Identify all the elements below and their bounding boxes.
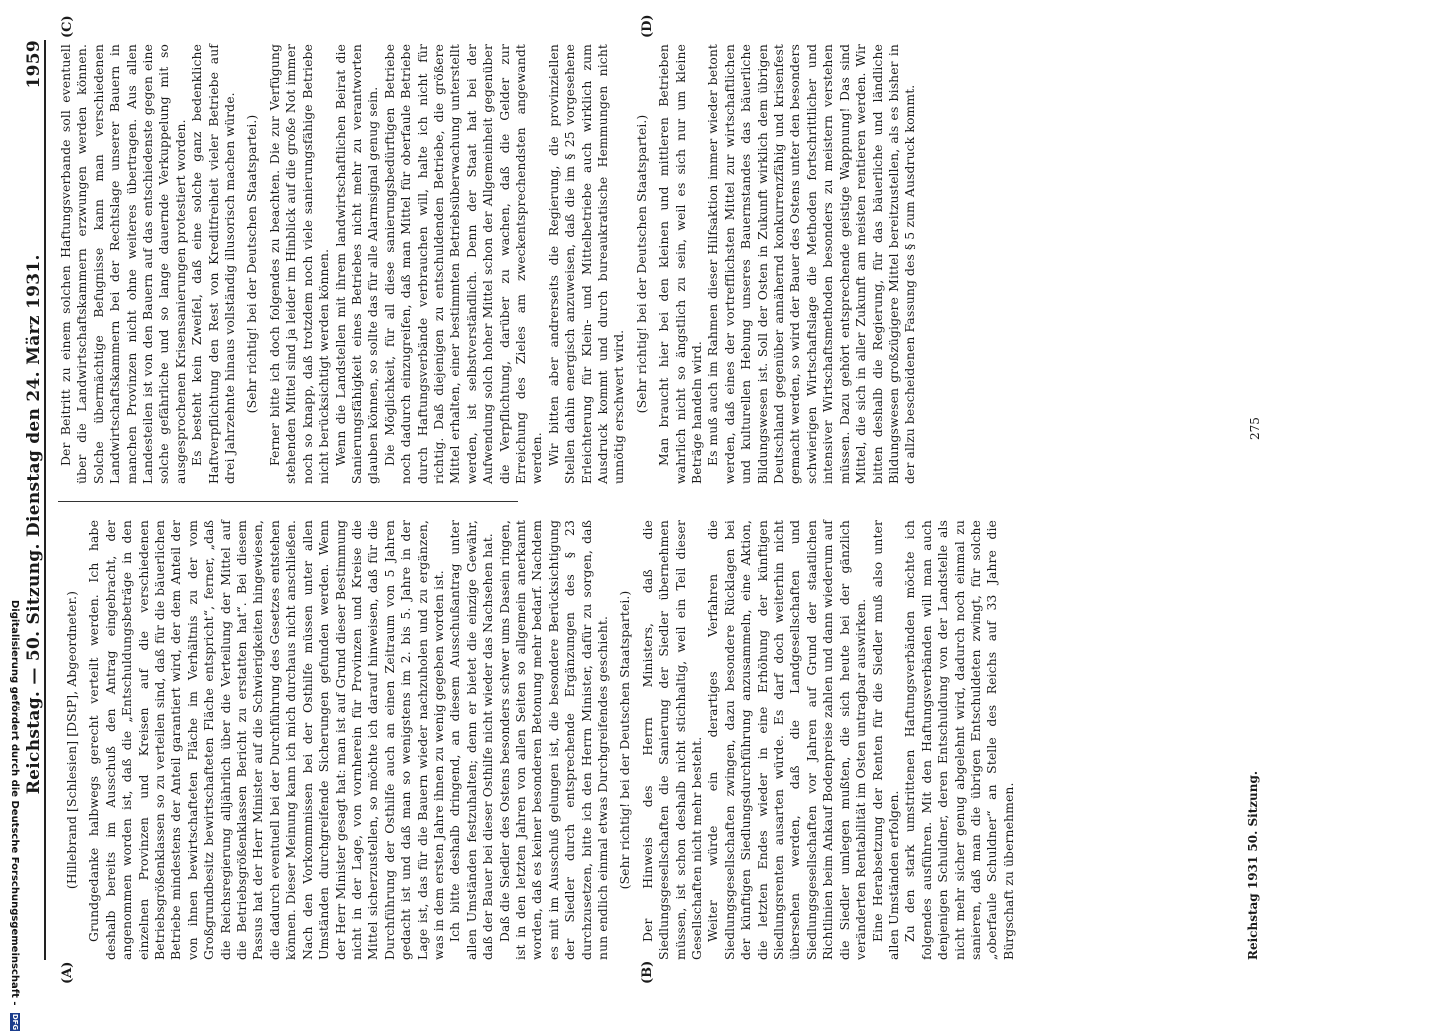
paragraph: Eine Herabsetzung der Renten für die Siedler muß also unter allen Umständen erfolgen. (869, 520, 901, 960)
paragraph: Ich bitte deshalb dringend, an diesem Ausschußantrag unter allen Umständen festzuhalten; denn er bietet die einzige Gewähr, daß der Bauer bei dieser Osthilfe nicht wieder das Nachsehen hat. (447, 520, 496, 960)
paragraph: Der Beitritt zu einem solchen Haftungsverbande soll eventuell über die Landwirtschaftskammern erzwungen werden können. Solche übermächtige Befugnisse kann man verschiedenen Landwirtschaftskammern bei der Rechtslage unserer Bauern in manchen Provinzen nicht ohne weiteres übertragen. Aus allen Landesteilen ist von den Bauern auf das entschiedenste gegen eine solche gefährliche und so lange dauernde Verkuppelung mit so ausgesprochenen Krisensanierungen protestiert worden. (58, 44, 188, 484)
digitization-credit (4, 600, 20, 1031)
margin-marker-c: (C) (60, 15, 75, 38)
paragraph: Daß die Siedler des Ostens besonders schwer ums Dasein ringen, ist in den letzten Jahren von allen Seiten so allgemein anerkannt worden, daß es keiner besonderen Betonung mehr bedarf. Nachdem es mit im Ausschuß gelungen ist, die besondere Berücksichtigung der Siedler durch entsprechende Ergänzungen des § 23 durchzusetzen, bitte ich den Herrn Minister, dafür zu sorgen, daß nun endlich einmal etwas Durchgreifendes geschieht. (496, 520, 610, 960)
paragraph: Man braucht hier bei den kleinen und mittleren Betrieben wahrlich nicht so ängstlich zu sein, weil es sich nur um kleine Beträge handeln wird. (656, 44, 705, 484)
margin-marker-d: (D) (640, 14, 655, 38)
paragraph: Es besteht kein Zweifel, daß eine solche ganz bedenkliche Haftverpflichtung den Rest von Kreditfreiheit vieler Betriebe auf drei Jahrzehnte hinaus vollständig illusorisch machen würde. (189, 44, 238, 484)
paragraph: Zu den stark umstrittenen Haftungsverbänden möchte ich folgendes ausführen. Mit den Haftungsverbänden will man auch denjenigen Schuldner, deren Entschuldung von der Landstelle als nicht mehr sicher genug abgelehnt wird, dadurch noch einmal zu sanieren, daß man die übrigen Entschuldeten zwingt, für solche „oberfaule Schuldner“ an Stelle des Reichs auf 33 Jahre die Bürgschaft zu übernehmen. (902, 520, 1016, 960)
paragraph: Ferner bitte ich doch folgendes zu beachten. Die zur Verfügung stehenden Mittel sind ja leider im Hinblick auf die große Not immer noch so knapp, daß trotzdem noch viele sanierungsfähige Betriebe nicht berücksichtigt werden können. (266, 44, 332, 484)
header-page-number: 1959 (24, 40, 44, 89)
left-column (58, 520, 1017, 960)
footer-session: Reichstag 1931 50. Sitzung. (1246, 770, 1260, 960)
right-column (58, 44, 919, 484)
speaker-line: (Hillebrand [Schlesien] [DStP], Abgeordneter.) (64, 590, 79, 890)
footer-page-number: 275 (1248, 417, 1262, 440)
margin-marker-b: (B) (640, 960, 655, 984)
interjection: (Sehr richtig! bei der Deutschen Staatspartei.) (244, 114, 260, 414)
credit-text: Digitalisierung gefördert durch die Deutsche Forschungsgemeinschaft - (9, 600, 20, 1006)
interjection: (Sehr richtig! bei der Deutschen Staatspartei.) (633, 114, 649, 414)
paragraph: Wir bitten aber andrerseits die Regierung, die provinziellen Stellen dahin energisch anzuweisen, daß die im § 25 vorgesehene Erleichterung für Klein- und Mittelbetriebe auch wirklich zum Ausdruck kommt und durch bureaukratische Hemmungen nicht unnötig erschwert wird. (545, 44, 627, 484)
paragraph: Die Möglichkeit, für all diese sanierungsbedürftigen Betriebe noch dadurch einzugreifen, daß man Mittel für oberfaule Betriebe durch Haftungsverbände verbrauchen will, halte ich nicht für richtig. Daß diejenigen zu entschuldenden Betriebe, die größere Mittel erhalten, einer bestimmten Betriebsüberwachung unterstellt werden, ist selbstverständlich. Denn der Staat hat bei der Aufwendung solch hoher Mittel schon der Allgemeinheit gegenüber die Verpflichtung, darüber zu wachen, daß die Gelder zur Erreichung des Zieles am zweckentsprechendsten angewandt werden. (381, 44, 545, 484)
column-divider (58, 501, 518, 502)
paragraph: Es muß auch im Rahmen dieser Hilfsaktion immer wieder betont werden, daß eines der vortrefflichsten Mittel zur wirtschaftlichen und kulturellen Hebung unseres Bauernstandes das bäuerliche Bildungswesen ist. Soll der Osten in Zukunft wirklich dem übrigen Deutschland gegenüber annähernd konkurrenzfähig und krisenfest gemacht werden, so wird der Bauer des Ostens unter den besonders schwierigen Wirtschaftslage die Methoden fortschrittlicher und intensiver Wirtschaftsmethoden besonders zu meistern verstehen müssen. Dazu gehört entsprechende geistige Wappnung! Das sind Mittel, die sich in aller Zukunft am meisten rentieren werden. Wir bitten deshalb die Regierung, für das bäuerliche und ländliche Bildungswesen großzügigere Mittel bereitzustellen, als es bisher in der allzu bescheidenen Fassung des § 5 zum Ausdruck kommt. (705, 44, 918, 484)
paragraph: Wenn die Landstellen mit ihrem landwirtschaftlichen Beirat die Sanierungsfähigkeit eines Betriebes nicht mehr zu verantworten glauben können, so sollte das für alle Alarmsignal genug sein. (332, 44, 381, 484)
header-title: Reichstag. — 50. Sitzung. Dienstag den 24. März 1931. (24, 254, 44, 795)
paragraph: Der Hinweis des Herrn Ministers, daß die Siedlungsgesellschaften die Sanierung der Siedler übernehmen müssen, ist schon deshalb nicht stichhaltig, weil ein Teil dieser Gesellschaften nicht mehr besteht. (639, 520, 705, 960)
interjection: (Sehr richtig! bei der Deutschen Staatspartei.) (617, 590, 633, 890)
margin-marker-a: (A) (60, 961, 75, 984)
paragraph: Weiter würde ein derartiges Verfahren die Siedlungsgesellschaften zwingen, dazu besondere Rücklagen bei der künftigen Siedlungsdurchführung anzusammeln, eine Aktion, die letzten Endes wieder in eine Erhöhung der künftigen Siedlungsrenten ausarten würde. Es darf doch weiterhin nicht übersehen werden, daß die Landgesellschaften und Siedlungsgesellschaften vor Jahren auf Grund der staatlichen Richtlinien beim Ankauf Bodenpreise zahlen und dann wiederum auf die Siedler umlegen mußten, die sich heute bei der gänzlich veränderten Rentabilität im Osten untragbar auswirken. (705, 520, 869, 960)
paragraph: Grundgedanke halbwegs gerecht verteilt werden. Ich habe deshalb bereits im Ausschuß den Antrag eingebracht, der angenommen worden ist, daß die „Entschuldungsbeträge in den einzelnen Provinzen und Kreisen auf die verschiedenen Betriebsgrößenklassen so zu verteilen sind, daß für die bäuerlichen Betriebe mindestens der Anteil garantiert wird, der dem Anteil der von ihnen bewirtschafteten Fläche im Verhältnis zu der vom Großgrundbesitz bewirtschafteten Fläche entspricht“, ferner, „daß die Reichsregierung alljährlich über die Verteilung der Mittel auf die Betriebsgrößenklassen Bericht zu erstatten hat“. Bei diesem Passus hat der Herr Minister auf die Schwierigkeiten hingewiesen, die dadurch eventuell bei der Durchführung des Gesetzes entstehen können. Dieser Meinung kann ich mich durchaus nicht anschließen. Nach den Vorkommnissen bei der Osthilfe müssen unter allen Umständen durchgreifende Sicherungen gefunden werden. Wenn der Herr Minister gesagt hat: man ist auf Grund dieser Bestimmung nicht in der Lage, von vornherein für Provinzen und Kreise die Mittel sicherzustellen, so möchte ich darauf hinweisen, daß für die Durchführung der Osthilfe auch an einen Zeitraum von 5 Jahren gedacht ist und daß man so wenigstens im 2. bis 5. Jahre in der Lage ist, das für die Bauern wieder nachzuholen und zu ergänzen, was in dem ersten Jahre ihnen zu wenig gegeben worden ist. (86, 520, 446, 960)
dfg-logo-icon: DFG (11, 1013, 19, 1031)
